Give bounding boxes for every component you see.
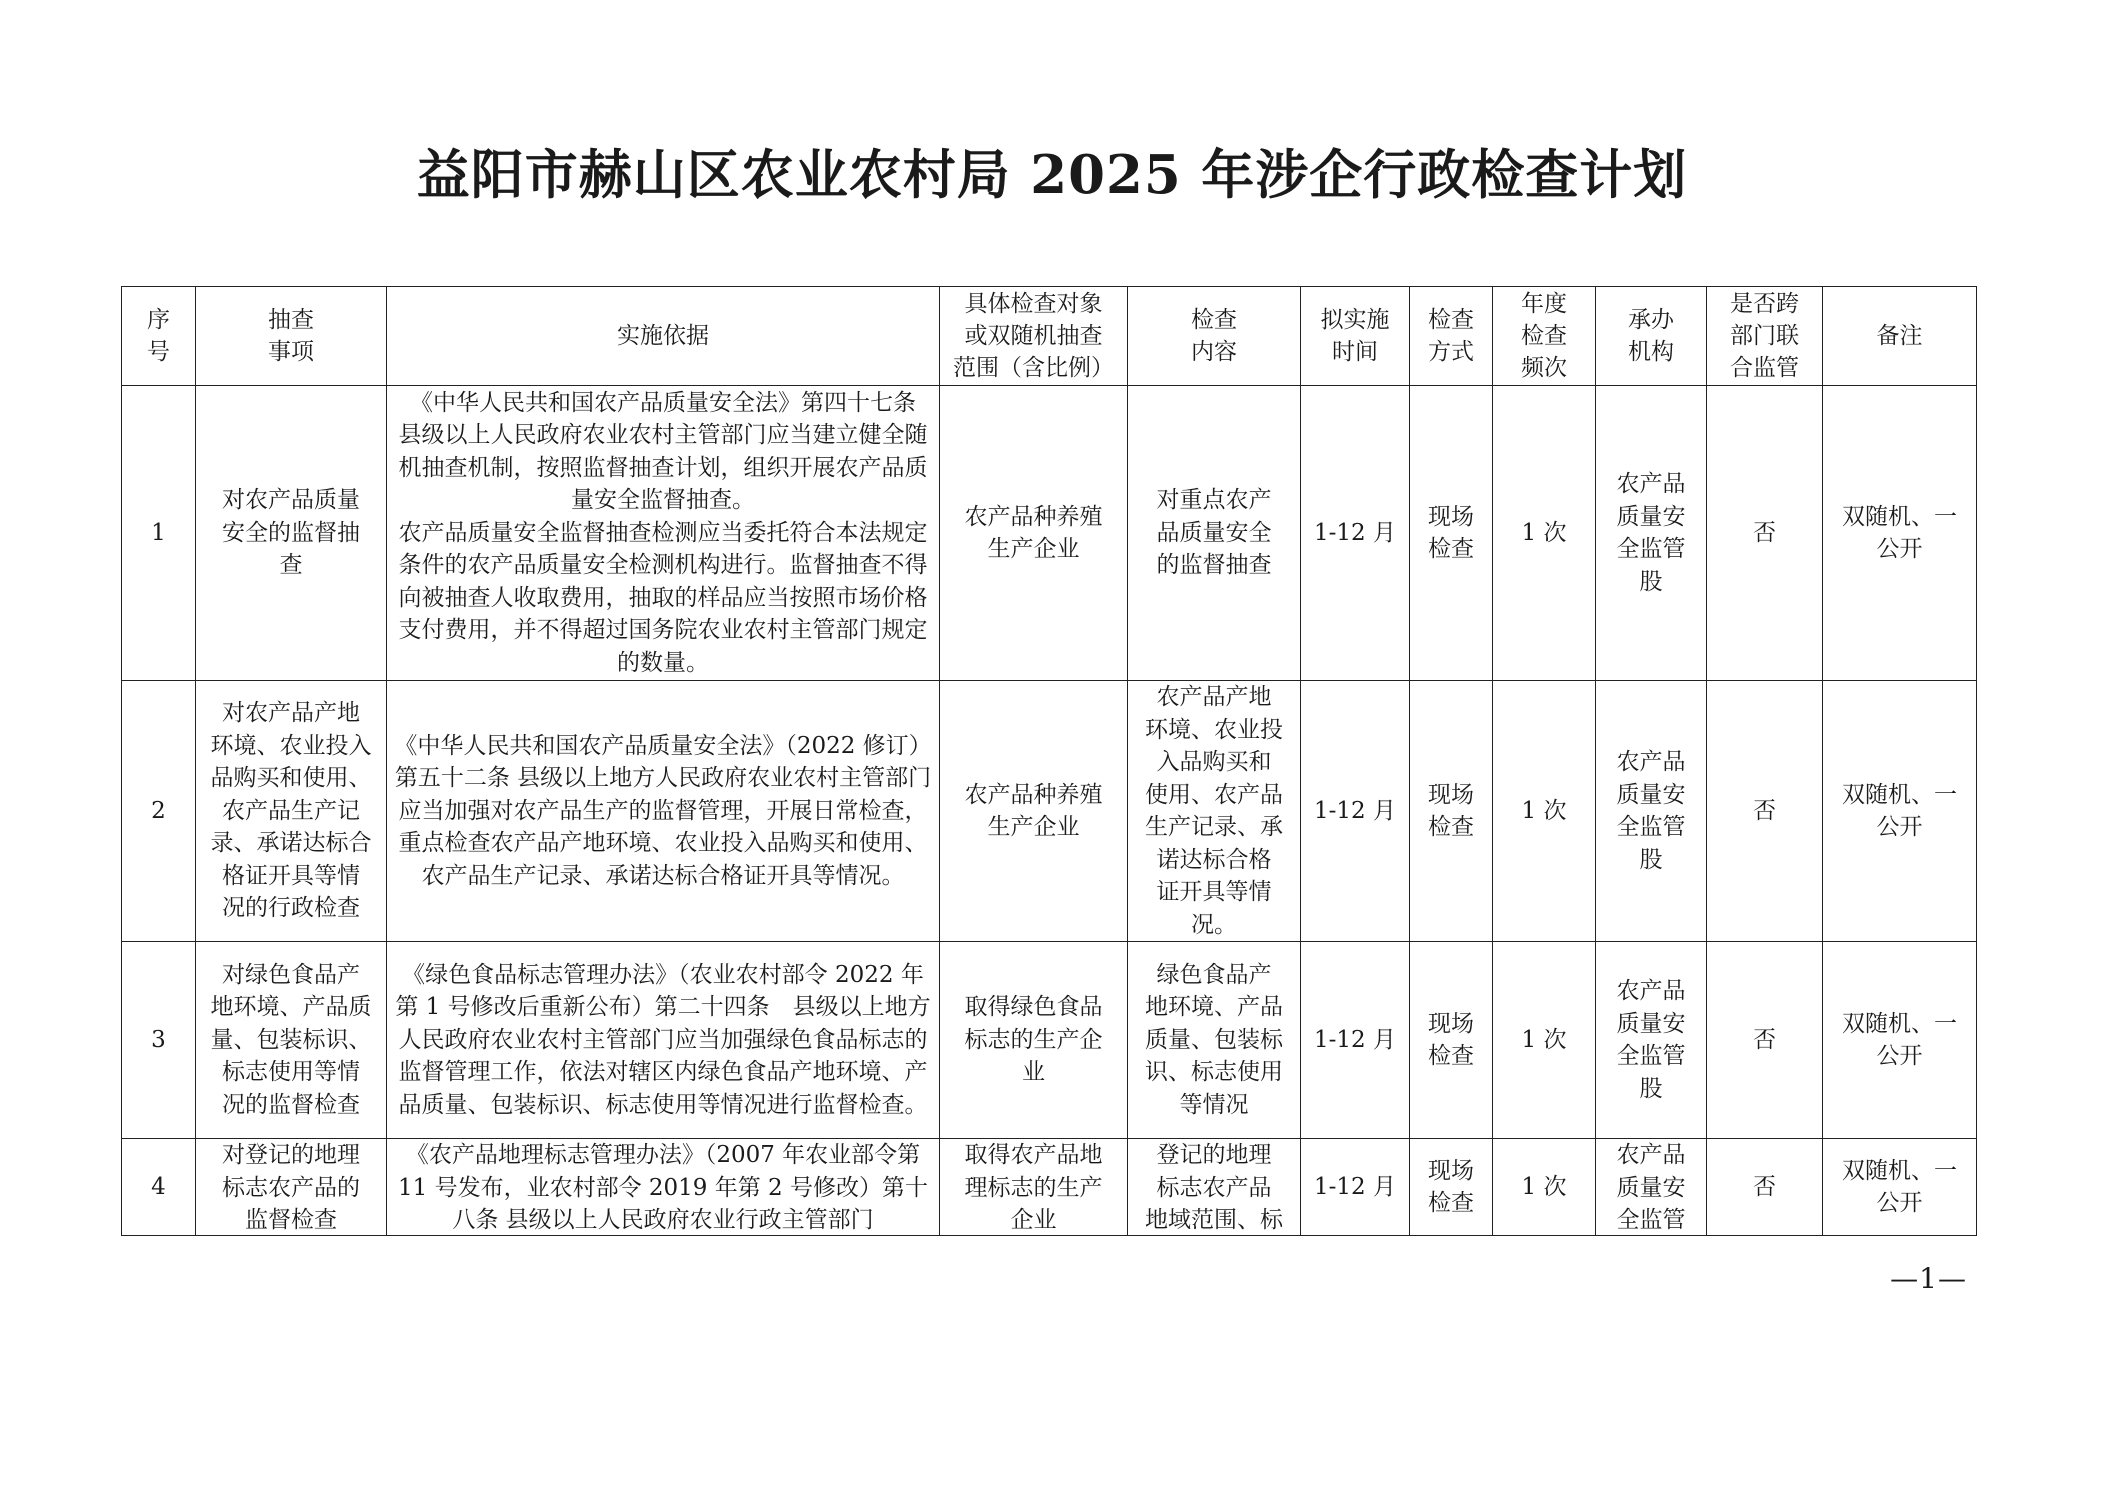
cell-time: 1-12 月 xyxy=(1301,681,1410,942)
cell-frequency: 1 次 xyxy=(1493,1139,1596,1236)
cell-agency: 农产品 质量安 全监管 股 xyxy=(1596,681,1707,942)
cell-seq: 3 xyxy=(122,942,196,1139)
page-number: —1— xyxy=(1890,1262,1967,1295)
inspection-plan-table xyxy=(121,286,1977,1236)
cell-seq: 1 xyxy=(122,386,196,681)
header-joint: 是否跨 部门联 合监管 xyxy=(1707,287,1823,386)
cell-agency: 农产品 质量安 全监管 xyxy=(1616,1142,1686,1233)
header-seq: 序 号 xyxy=(122,287,196,386)
cell-agency: 农产品 质量安 全监管 股 xyxy=(1596,386,1707,681)
cell-basis: 《中华人民共和国农产品质量安全法》第四十七条 县级以上人民政府农业农村主管部门应当建立健全随机抽查机制，按照监督抽查计划，组织开展农产品质量安全监督抽查。 农产品质量安全监督抽查检测应当委托符合本法规定条件的农产品质量安全检测机构进行。监督抽查不得向被抽查人收取费用，抽取的样品应当按照市场价格支付费用，并不得超过国务院农业农村主管部门规定的数量。 xyxy=(387,386,940,681)
cell-object: 农产品种养殖 生产企业 xyxy=(940,386,1128,681)
header-remark: 备注 xyxy=(1823,287,1977,386)
table-row xyxy=(122,1139,1977,1236)
header-basis: 实施依据 xyxy=(387,287,940,386)
cell-method: 现场 检查 xyxy=(1410,1139,1493,1236)
cell-time: 1-12 月 xyxy=(1301,942,1410,1139)
cell-content: 登记的地理 标志农产品 地域范围、标 xyxy=(1145,1142,1283,1233)
cell-basis: 《绿色食品标志管理办法》（农业农村部令 2022 年第 1 号修改后重新公布）第二十四条 县级以上地方人民政府农业农村主管部门应当加强绿色食品标志的监督管理工作，依法对辖区内绿色食品产地环境、产品质量、包装标识、标志使用等情况进行监督检查。 xyxy=(387,942,940,1139)
cell-joint: 否 xyxy=(1707,386,1823,681)
table-row xyxy=(122,681,1977,942)
cell-agency: 农产品 质量安 全监管 股 xyxy=(1596,942,1707,1139)
header-agency: 承办 机构 xyxy=(1596,287,1707,386)
cell-seq: 2 xyxy=(122,681,196,942)
cell-item: 对登记的地理 标志农产品的 监督检查 xyxy=(222,1142,360,1233)
cell-frequency: 1 次 xyxy=(1493,681,1596,942)
cell-frequency: 1 次 xyxy=(1493,386,1596,681)
cell-object: 农产品种养殖 生产企业 xyxy=(940,681,1128,942)
header-item: 抽查 事项 xyxy=(196,287,387,386)
cell-basis: 《中华人民共和国农产品质量安全法》（2022 修订）第五十二条 县级以上地方人民政府农业农村主管部门应当加强对农产品生产的监督管理，开展日常检查，重点检查农产品产地环境、农业投入品购买和使用、农产品生产记录、承诺达标合格证开具等情况。 xyxy=(387,681,940,942)
page-title: 益阳市赫山区农业农村局 2025 年涉企行政检查计划 xyxy=(416,144,1688,206)
cell-joint: 否 xyxy=(1707,942,1823,1139)
cell-method: 现场 检查 xyxy=(1410,681,1493,942)
cell-remark: 双随机、一 公开 xyxy=(1823,942,1977,1139)
cell-method: 现场 检查 xyxy=(1410,386,1493,681)
cell-item: 对农产品质量 安全的监督抽 查 xyxy=(196,386,387,681)
cell-item: 对农产品产地 环境、农业投入 品购买和使用、 农产品生产记 录、承诺达标合 格证开具等情 况的行政检查 xyxy=(196,681,387,942)
cell-item: 对绿色食品产 地环境、产品质 量、包装标识、 标志使用等情 况的监督检查 xyxy=(196,942,387,1139)
header-time: 拟实施 时间 xyxy=(1301,287,1410,386)
cell-time: 1-12 月 xyxy=(1301,1139,1410,1236)
header-object: 具体检查对象 或双随机抽查 范围（含比例） xyxy=(940,287,1128,386)
table-row xyxy=(122,942,1977,1139)
cell-remark: 双随机、一 公开 xyxy=(1823,386,1977,681)
cell-time: 1-12 月 xyxy=(1301,386,1410,681)
cell-content: 绿色食品产 地环境、产品 质量、包装标 识、标志使用 等情况 xyxy=(1128,942,1301,1139)
cell-remark: 双随机、一 公开 xyxy=(1823,681,1977,942)
cell-basis: 《农产品地理标志管理办法》（2007 年农业部令第 11 号发布，业农村部令 2019 年第 2 号修改）第十八条 县级以上人民政府农业行政主管部门 xyxy=(398,1142,928,1233)
cell-frequency: 1 次 xyxy=(1493,942,1596,1139)
cell-object: 取得绿色食品 标志的生产企 业 xyxy=(940,942,1128,1139)
header-method: 检查 方式 xyxy=(1410,287,1493,386)
cell-remark: 双随机、一 公开 xyxy=(1823,1139,1977,1236)
cell-method: 现场 检查 xyxy=(1410,942,1493,1139)
table-header-row xyxy=(122,287,1977,386)
header-frequency: 年度 检查 频次 xyxy=(1493,287,1596,386)
cell-joint: 否 xyxy=(1707,681,1823,942)
cell-content: 对重点农产 品质量安全 的监督抽查 xyxy=(1128,386,1301,681)
header-content: 检查 内容 xyxy=(1128,287,1301,386)
cell-seq: 4 xyxy=(122,1139,196,1236)
cell-content: 农产品产地 环境、农业投 入品购买和 使用、农产品 生产记录、承 诺达标合格 证开具等情 况。 xyxy=(1128,681,1301,942)
table-row xyxy=(122,386,1977,681)
cell-joint: 否 xyxy=(1707,1139,1823,1236)
cell-object: 取得农产品地 理标志的生产 企业 xyxy=(964,1142,1103,1233)
